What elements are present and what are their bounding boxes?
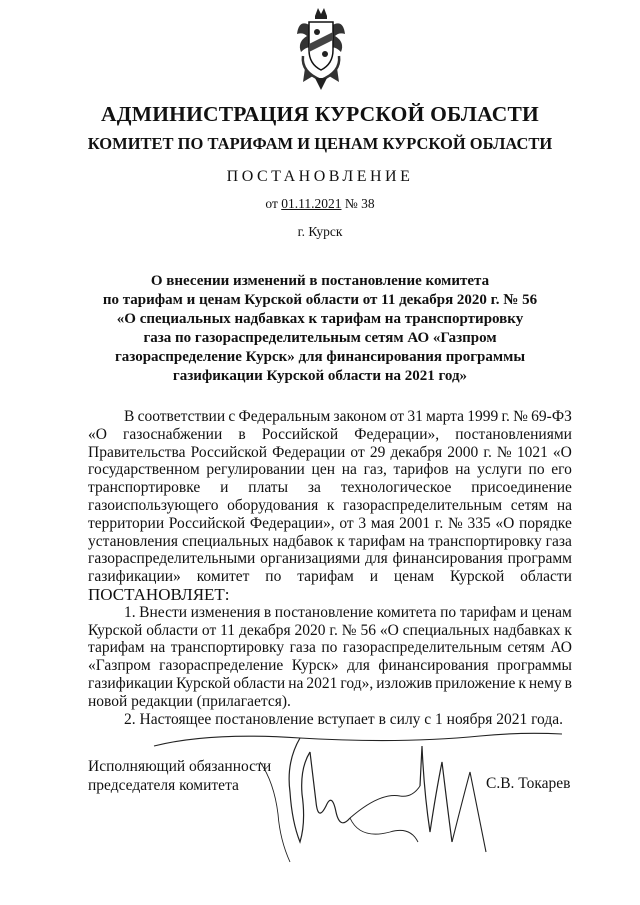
word: «О xyxy=(495,514,515,532)
word: газа xyxy=(289,639,316,657)
word: тарифам xyxy=(348,532,406,550)
document-type: ПОСТАНОВЛЕНИЕ xyxy=(226,168,414,185)
word: 2001 xyxy=(399,514,431,532)
word: к xyxy=(564,621,572,639)
word: «О xyxy=(552,443,572,461)
word: Российской xyxy=(261,425,339,443)
word: и xyxy=(519,603,529,621)
word: специальных xyxy=(181,532,269,550)
signatory-position xyxy=(88,757,271,795)
word: газа xyxy=(545,532,572,550)
word: газораспределительным xyxy=(343,496,503,514)
word: законом xyxy=(333,408,387,425)
word: к xyxy=(337,532,345,550)
word: финансирования xyxy=(392,550,503,568)
word: в xyxy=(564,674,572,692)
document-body xyxy=(88,408,572,728)
word: за xyxy=(307,479,321,497)
word: области xyxy=(233,674,286,692)
word: «Газпром xyxy=(88,657,151,675)
word: технологическое xyxy=(340,479,452,497)
word: программ xyxy=(507,550,572,568)
word: к xyxy=(326,496,335,514)
word: по xyxy=(440,603,457,621)
word: организациями xyxy=(260,550,361,568)
word: и xyxy=(369,568,379,586)
word: 2020 xyxy=(294,621,326,639)
word: на xyxy=(455,461,471,479)
word: по xyxy=(528,461,545,479)
word: изменения xyxy=(190,603,261,621)
title-line: газификации Курской области на 2021 год» xyxy=(172,368,468,384)
word: платы xyxy=(248,479,288,497)
signatory-name: С.В. Токарев xyxy=(486,775,571,792)
word: на xyxy=(150,639,166,657)
word: тарифам xyxy=(297,568,354,586)
body-line xyxy=(88,461,572,479)
word: сетям xyxy=(507,639,545,657)
word: специальных xyxy=(402,621,490,639)
title-line: О внесении изменений в постановление комитета xyxy=(150,273,490,289)
word: на xyxy=(288,674,304,692)
word: от xyxy=(201,621,217,639)
word: постановление xyxy=(274,603,374,621)
word: 335 xyxy=(467,514,491,532)
body-line xyxy=(88,408,572,426)
word: постановлениями xyxy=(455,425,572,443)
word: тарифам xyxy=(88,639,145,657)
word: Курской xyxy=(176,674,231,692)
word: регулировании xyxy=(206,461,305,479)
word: цен xyxy=(311,461,336,479)
administration-heading: АДМИНИСТРАЦИЯ КУРСКОЙ ОБЛАСТИ xyxy=(101,102,539,126)
word: газ, xyxy=(363,461,387,479)
body-line xyxy=(88,568,572,586)
word: сетям xyxy=(510,496,549,514)
body-line xyxy=(88,479,572,497)
body-line xyxy=(88,657,572,675)
word: Курск» xyxy=(291,657,339,675)
body-line xyxy=(88,639,572,657)
word: для xyxy=(347,657,370,675)
body-line xyxy=(88,426,572,444)
title-line: по тарифам и ценам Курской области от 11 декабря 2020 г. № 56 xyxy=(102,292,538,308)
word: ценам xyxy=(393,568,435,586)
body-line xyxy=(88,550,572,568)
coat-of-arms-icon xyxy=(293,6,349,92)
word: транспортировку xyxy=(170,639,285,657)
title-line: газа по газораспределительным сетям АО «Газпром xyxy=(143,330,497,346)
word: № xyxy=(513,408,528,425)
document-title xyxy=(0,272,640,386)
word: 1999 xyxy=(467,408,499,425)
word: газораспределение xyxy=(159,657,284,675)
word: приложение xyxy=(435,674,516,692)
word: 2000 xyxy=(447,443,479,461)
word: финансирования xyxy=(378,657,489,675)
word: его xyxy=(551,461,572,479)
word: к xyxy=(518,674,526,692)
word: газоиспользующего xyxy=(88,496,219,514)
word: № xyxy=(341,621,357,639)
word: надбавках xyxy=(493,621,561,639)
body-line: 2. Настоящее постановление вступает в силу с 1 ноября 2021 года. xyxy=(124,710,563,728)
word: в xyxy=(238,425,246,443)
word: Правительства xyxy=(88,443,186,461)
word: газораспределительными xyxy=(88,550,256,568)
word: АО xyxy=(550,639,572,657)
word: Федеральным xyxy=(238,408,331,425)
word: В xyxy=(124,408,135,425)
word: № xyxy=(496,443,512,461)
body-line: новой редакции (прилагается). xyxy=(88,692,291,710)
word: в xyxy=(263,603,272,621)
word: газификации xyxy=(88,674,174,692)
word: присоединение xyxy=(471,479,572,497)
word: от xyxy=(339,514,354,532)
position-line: Исполняющий обязанности xyxy=(88,758,272,775)
word: Российской xyxy=(168,514,246,532)
word: по xyxy=(265,568,282,586)
word: соответствии xyxy=(137,408,226,425)
city: г. Курск xyxy=(297,224,343,239)
word: от xyxy=(350,443,365,461)
body-line xyxy=(88,444,572,462)
word: Внести xyxy=(139,603,188,621)
word: 3 xyxy=(358,514,367,532)
title-line: «О специальных надбавках к тарифам на транспортировку xyxy=(116,311,524,327)
word: территории xyxy=(88,514,165,532)
document-date: 01.11.2021 xyxy=(281,196,342,211)
word: установления xyxy=(88,532,178,550)
word: газификации» xyxy=(88,568,181,586)
word: 69-ФЗ xyxy=(531,408,572,425)
word: транспортировку xyxy=(428,532,542,550)
word: «О xyxy=(379,621,399,639)
word: г. xyxy=(483,443,492,461)
title-line: газораспределение Курск» для финансирования программы xyxy=(114,349,526,365)
word: государственном xyxy=(88,461,200,479)
word: изложив xyxy=(376,674,433,692)
word: 2021 xyxy=(306,674,338,692)
word: от xyxy=(389,408,405,425)
word: нему xyxy=(528,674,562,692)
word: Курской xyxy=(449,568,505,586)
body-line xyxy=(88,515,572,533)
word: Российской xyxy=(190,443,268,461)
word: 11 xyxy=(220,621,236,639)
word: надбавок xyxy=(272,532,334,550)
word: 29 xyxy=(369,443,386,461)
word: марта xyxy=(426,408,465,425)
word: Федерации», xyxy=(354,425,440,443)
word: мая xyxy=(370,514,395,532)
word: 31 xyxy=(407,408,423,425)
word: газоснабжении xyxy=(123,425,223,443)
body-line xyxy=(88,622,572,640)
body-line xyxy=(88,604,572,622)
word: на xyxy=(409,532,425,550)
word: декабря xyxy=(238,621,291,639)
word: 1. xyxy=(124,603,136,621)
word: комитет xyxy=(196,568,250,586)
word: г. xyxy=(501,408,510,425)
word: 1021 xyxy=(516,443,548,461)
word: 56 xyxy=(360,621,376,639)
body-line xyxy=(88,533,572,551)
document-number: № 38 xyxy=(344,196,375,211)
body-line xyxy=(88,497,572,515)
word: программы xyxy=(497,657,572,675)
word: области xyxy=(520,568,572,586)
word: № xyxy=(447,514,463,532)
word: г. xyxy=(434,514,444,532)
word: декабря xyxy=(390,443,443,461)
word: для xyxy=(365,550,388,568)
word: «О xyxy=(88,425,107,443)
word: области xyxy=(146,621,199,639)
resolves-word: ПОСТАНОВЛЯЕТ: xyxy=(88,584,230,604)
word: и xyxy=(220,479,229,497)
date-prefix: от xyxy=(265,196,278,211)
word: транспортировке xyxy=(88,479,201,497)
word: Федерации», xyxy=(249,514,335,532)
word: с xyxy=(228,408,236,425)
word: г. xyxy=(329,621,338,639)
body-line xyxy=(88,675,572,693)
word: газораспределительным xyxy=(342,639,502,657)
word: по xyxy=(321,639,338,657)
word: оборудования xyxy=(227,496,319,514)
word: тарифам xyxy=(459,603,517,621)
date-line xyxy=(0,196,640,212)
word: Курской xyxy=(88,621,143,639)
position-line: председателя комитета xyxy=(88,777,239,794)
word: услуги xyxy=(477,461,522,479)
word: на xyxy=(341,461,357,479)
word: Федерации xyxy=(272,443,346,461)
handwritten-signature xyxy=(150,722,570,882)
word: порядке xyxy=(519,514,572,532)
committee-heading: КОМИТЕТ ПО ТАРИФАМ И ЦЕНАМ КУРСКОЙ ОБЛАСТИ xyxy=(87,134,553,153)
word: год», xyxy=(340,674,374,692)
word: ценам xyxy=(531,603,572,621)
word: тарифов xyxy=(393,461,449,479)
word: на xyxy=(556,496,572,514)
word: комитета xyxy=(376,603,437,621)
